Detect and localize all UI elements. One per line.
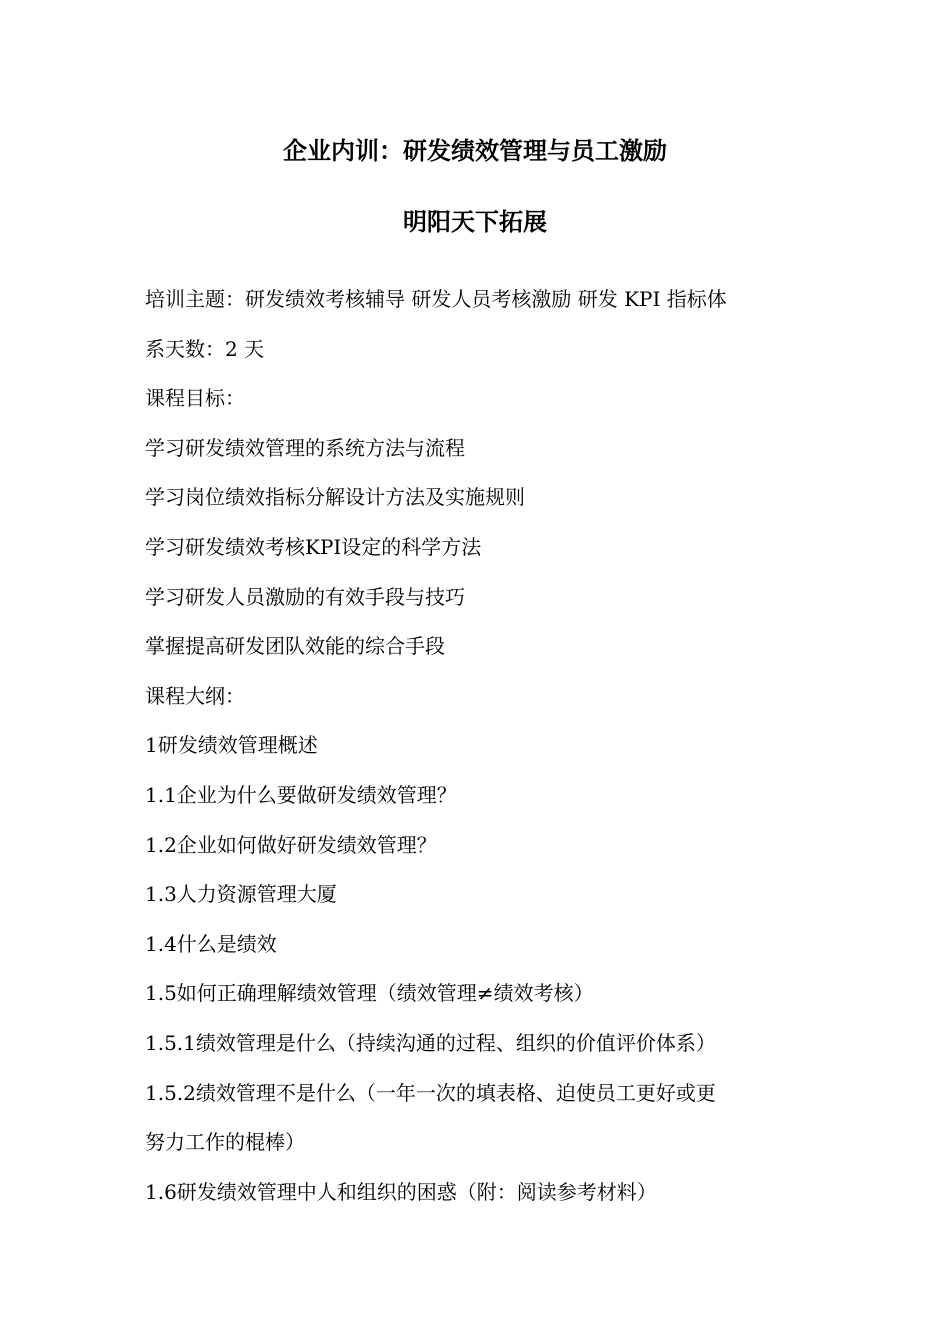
- outline-item: 1.2企业如何做好研发绩效管理？: [145, 832, 437, 857]
- objective-item: 学习岗位绩效指标分解设计方法及实施规则: [145, 485, 525, 510]
- document-title: 企业内训：研发绩效管理与员工激励: [283, 137, 667, 165]
- objective-item: 学习研发绩效管理的系统方法与流程: [145, 435, 465, 460]
- outline-subitem-continued: 努力工作的棍棒）: [145, 1130, 305, 1155]
- objective-item: 学习研发人员激励的有效手段与技巧: [145, 584, 465, 609]
- training-days-line: 系天数：2 天: [145, 336, 265, 361]
- objective-item: 学习研发绩效考核KPI设定的科学方法: [145, 534, 482, 559]
- document-subtitle: 明阳天下拓展: [403, 208, 547, 236]
- objective-item: 掌握提高研发团队效能的综合手段: [145, 634, 445, 659]
- outline-subitem: 1.5.2绩效管理不是什么（一年一次的填表格、迫使员工更好或更: [145, 1080, 716, 1105]
- outline-subitem: 1.5.1绩效管理是什么（持续沟通的过程、组织的价值评价体系）: [145, 1030, 716, 1055]
- outline-item: 1.4什么是绩效: [145, 931, 277, 956]
- course-objectives-heading: 课程目标：: [145, 386, 245, 411]
- outline-item: 1.1企业为什么要做研发绩效管理？: [145, 782, 457, 807]
- outline-item: 1.5如何正确理解绩效管理（绩效管理≠绩效考核）: [145, 981, 594, 1006]
- outline-item: 1.3人力资源管理大厦: [145, 882, 337, 907]
- outline-section: 1研发绩效管理概述: [145, 733, 318, 758]
- course-outline-heading: 课程大纲：: [145, 683, 245, 708]
- outline-item: 1.6研发绩效管理中人和组织的困惑（附：阅读参考材料）: [145, 1179, 657, 1204]
- document-body: [145, 275, 815, 1217]
- training-topic-line: 培训主题：研发绩效考核辅导 研发人员考核激励 研发 KPI 指标体: [145, 287, 727, 311]
